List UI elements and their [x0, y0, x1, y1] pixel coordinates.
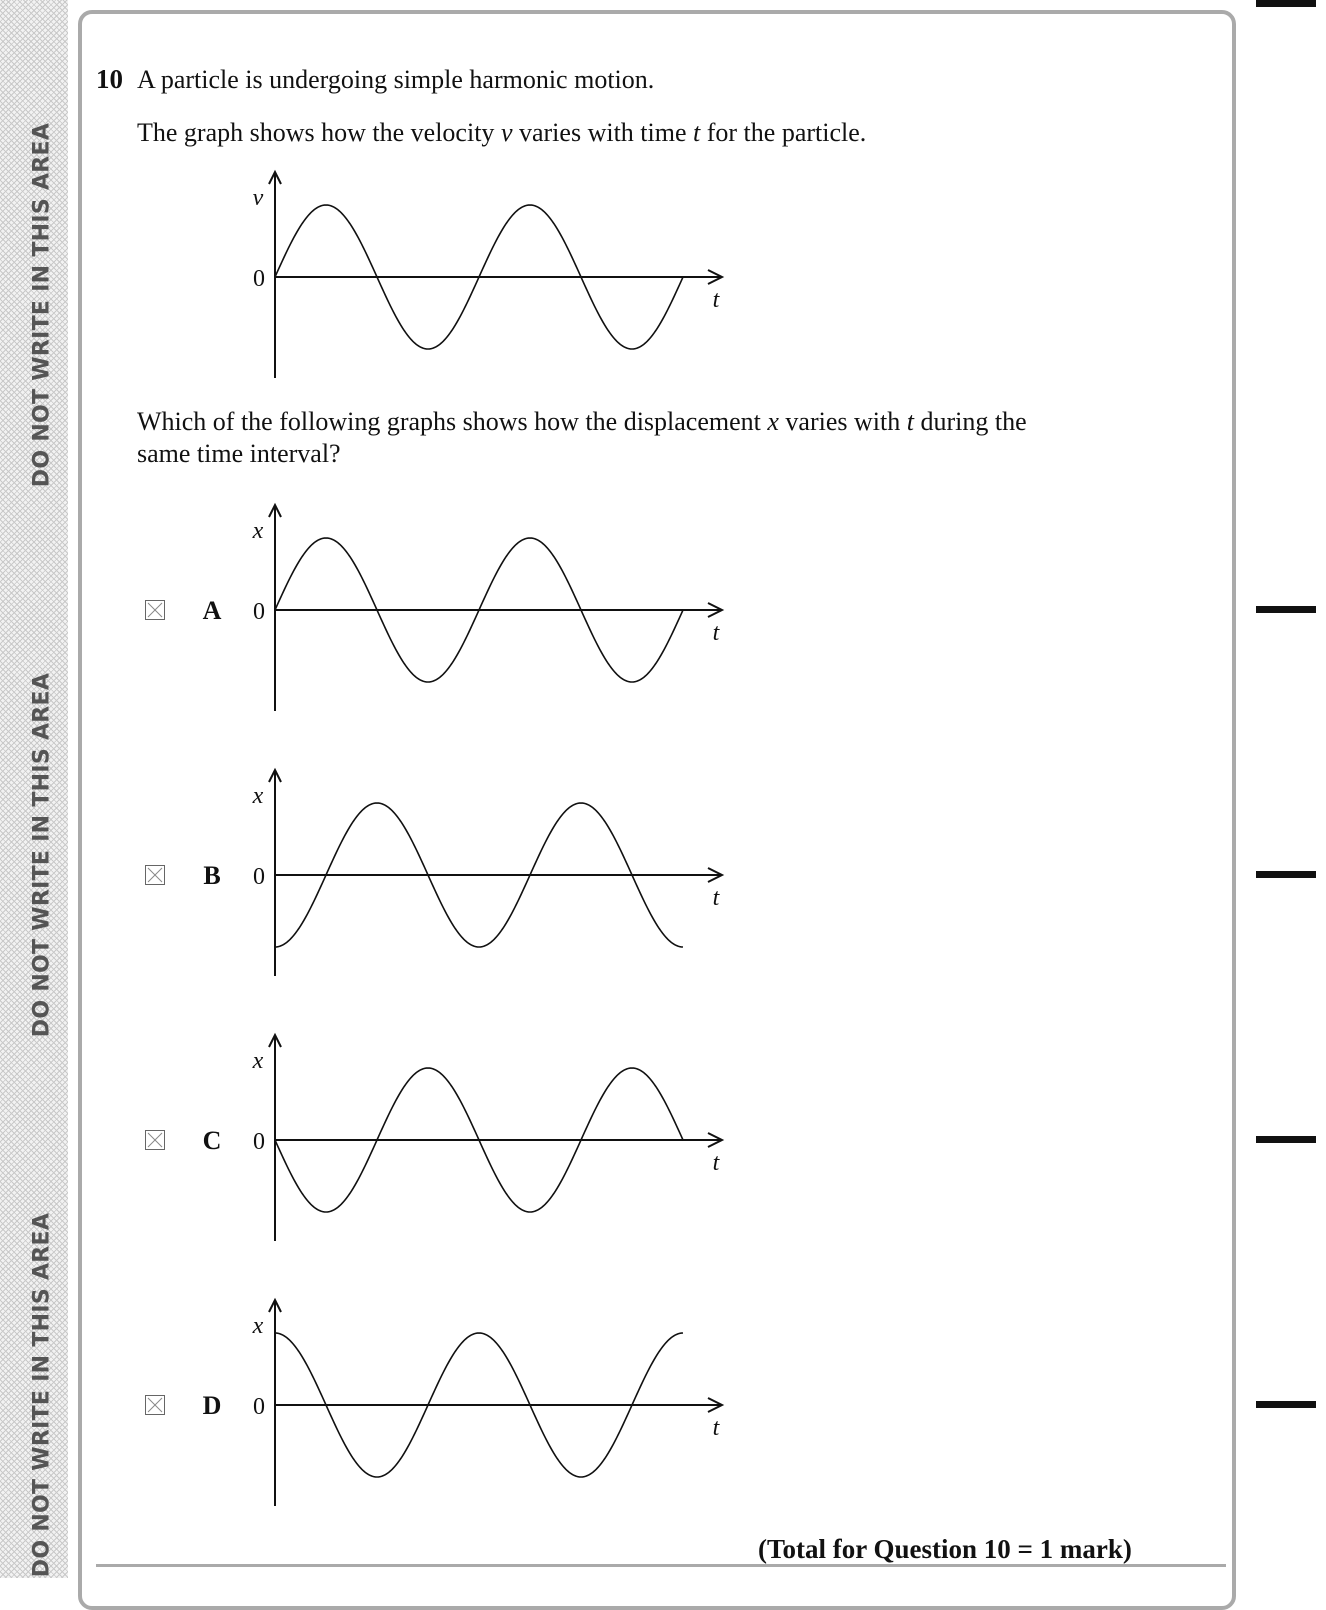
option-d-graph — [230, 1288, 730, 1513]
x-axis-label: t — [712, 620, 720, 646]
option-b-graph — [230, 758, 730, 983]
x-axis-label: t — [712, 885, 720, 911]
option-a-label: A — [202, 596, 222, 625]
origin-label: 0 — [253, 1129, 265, 1155]
x-axis-label: t — [712, 1415, 720, 1441]
velocity-graph — [230, 160, 730, 385]
graph-caption: The graph shows how the velocity v varies with time t for the particle. — [137, 118, 867, 147]
origin-label: 0 — [253, 599, 265, 625]
question-number: 10 — [96, 64, 123, 94]
cross-icon — [146, 601, 164, 619]
page-tick-mark — [1256, 871, 1316, 878]
option-a-checkbox[interactable] — [145, 600, 165, 620]
question-total: (Total for Question 10 = 1 mark) — [758, 1534, 1132, 1564]
option-d-graph-svg — [230, 1288, 730, 1513]
option-d-label: D — [202, 1391, 222, 1420]
option-c-label: C — [202, 1126, 222, 1155]
cross-icon — [146, 1396, 164, 1414]
cross-icon — [146, 866, 164, 884]
page-tick-mark — [1256, 606, 1316, 613]
page-tick-mark — [1256, 1401, 1316, 1408]
question-intro: A particle is undergoing simple harmonic motion. — [137, 65, 655, 94]
origin-label: 0 — [253, 1394, 265, 1420]
option-a-graph — [230, 493, 730, 718]
y-axis-label: x — [252, 518, 264, 544]
y-axis-label: v — [252, 185, 264, 211]
margin-warning: DO NOT WRITE IN THIS AREA — [29, 122, 55, 488]
option-b-label: B — [203, 861, 221, 890]
margin-warning: DO NOT WRITE IN THIS AREA — [29, 1212, 55, 1578]
y-axis-label: x — [252, 1313, 264, 1339]
x-axis-label: t — [712, 287, 720, 313]
cross-icon — [146, 1131, 164, 1149]
option-c-checkbox[interactable] — [145, 1130, 165, 1150]
origin-label: 0 — [253, 864, 265, 890]
option-a-graph-svg — [230, 493, 730, 718]
question-prompt: Which of the following graphs shows how the displacement x varies with t during the — [137, 407, 1027, 436]
option-c-graph-svg — [230, 1023, 730, 1248]
option-c-graph — [230, 1023, 730, 1248]
origin-label: 0 — [253, 266, 265, 292]
page-tick-mark — [1256, 0, 1316, 7]
x-axis-label: t — [712, 1150, 720, 1176]
margin-warning: DO NOT WRITE IN THIS AREA — [29, 672, 55, 1038]
option-b-checkbox[interactable] — [145, 865, 165, 885]
velocity-graph-svg — [230, 160, 730, 385]
option-b-graph-svg — [230, 758, 730, 983]
y-axis-label: x — [252, 783, 264, 809]
y-axis-label: x — [252, 1048, 264, 1074]
option-d-checkbox[interactable] — [145, 1395, 165, 1415]
page-tick-mark — [1256, 1136, 1316, 1143]
question-prompt-line2: same time interval? — [137, 439, 341, 468]
